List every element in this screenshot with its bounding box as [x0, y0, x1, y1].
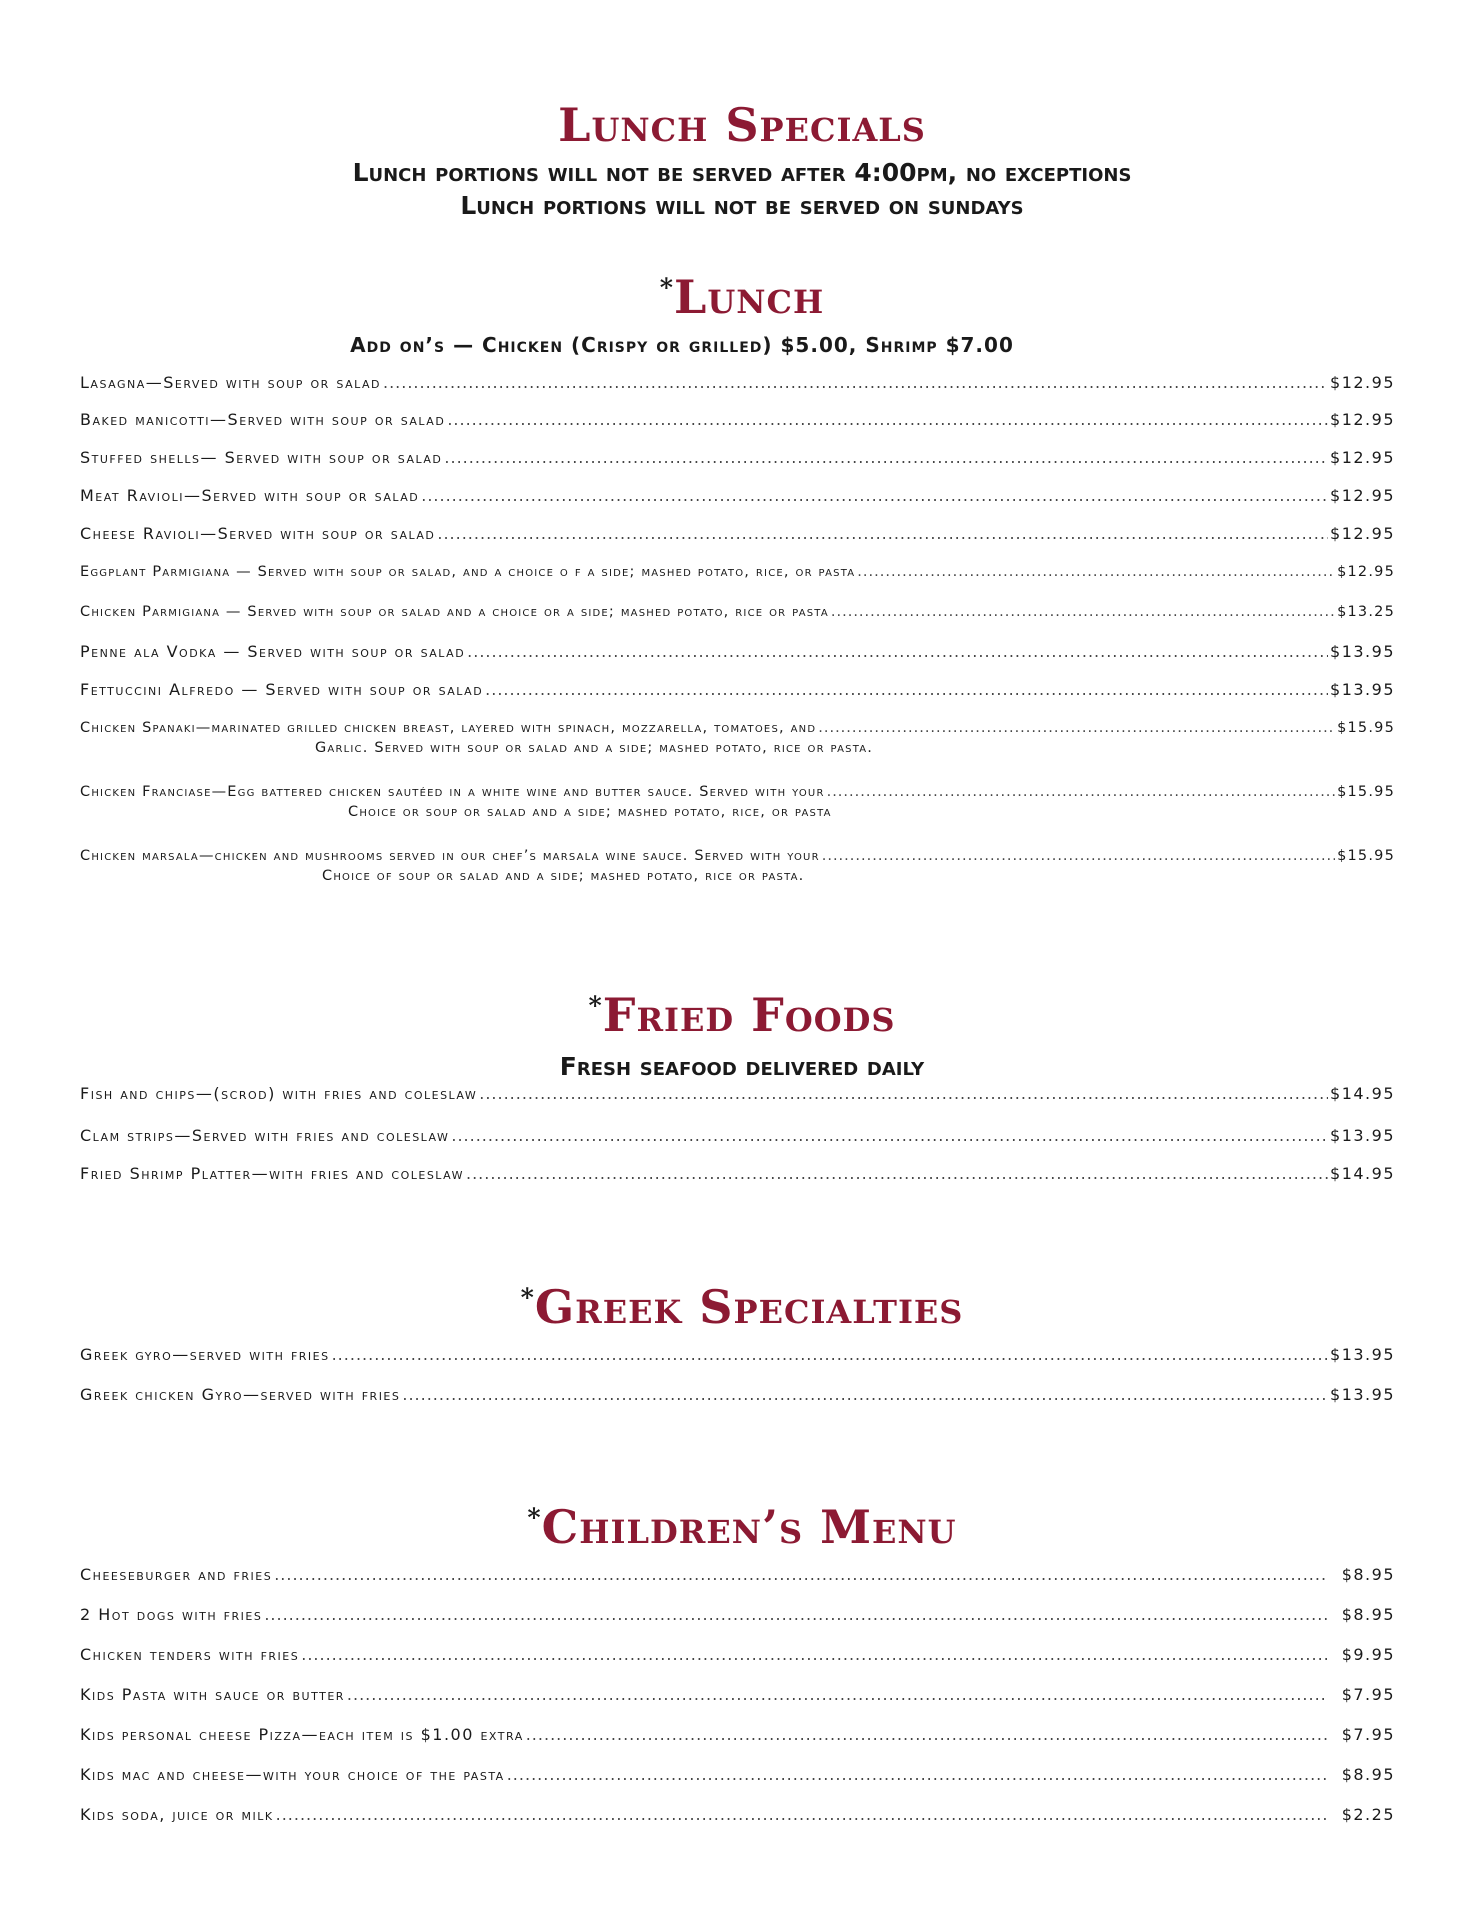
dot-leader: [264, 1605, 1327, 1625]
menu-item-price: $12.95: [1330, 486, 1395, 505]
dot-leader: [274, 1565, 1328, 1585]
menu-item-name: Chicken tenders with fries: [80, 1645, 300, 1664]
dot-leader: [467, 642, 1328, 662]
dot-leader: [444, 448, 1328, 468]
menu-item: [80, 1126, 1395, 1146]
menu-item-price: $13.95: [1330, 1385, 1395, 1404]
menu-item-price: $12.95: [1330, 410, 1395, 429]
menu-item-price: $13.95: [1330, 680, 1395, 699]
greek-specialties-title: [0, 1280, 1484, 1334]
greek-title-text: Greek Specialties: [534, 1280, 964, 1334]
fried-foods-title-text: Fried Foods: [602, 988, 896, 1042]
dot-leader: [402, 1385, 1328, 1405]
menu-item-name: Chicken Franciase—Egg battered chicken sautéed in a white wine and butter sauce. Served with your: [80, 784, 825, 800]
menu-item: [80, 448, 1395, 468]
menu-item-name: Clam strips—Served with fries and coleslaw: [80, 1126, 450, 1145]
menu-item-name: Fettuccini Alfredo — Served with soup or salad: [80, 680, 484, 699]
menu-item: [80, 642, 1395, 662]
dot-leader: [466, 1164, 1328, 1184]
dot-leader: [421, 486, 1328, 506]
menu-item: [80, 1805, 1395, 1825]
dot-leader: [479, 1084, 1328, 1104]
dot-leader: [507, 1765, 1328, 1785]
childrens-menu-title: [0, 1500, 1484, 1554]
dot-leader: [301, 1645, 1327, 1665]
menu-item-name: Fried Shrimp Platter—with fries and coleslaw: [80, 1164, 464, 1183]
menu-item-name: Penne ala Vodka — Served with soup or salad: [80, 642, 466, 661]
menu-item-price: $8.95: [1341, 1605, 1395, 1624]
menu-item: [80, 1164, 1395, 1184]
menu-item-name: Kids personal cheese Pizza—each item is $1.00 extra: [80, 1725, 524, 1744]
menu-item-price: $12.95: [1337, 564, 1395, 580]
menu-item-price: $9.95: [1341, 1645, 1395, 1664]
menu-item-price: $7.95: [1341, 1685, 1395, 1704]
menu-item-price: $13.95: [1330, 1126, 1395, 1145]
lunch-specials-title: Lunch Specials: [558, 98, 926, 152]
menu-item-name: Kids Pasta with sauce or butter: [80, 1685, 345, 1704]
menu-item: [80, 782, 1395, 822]
menu-item-price: $12.95: [1330, 448, 1395, 467]
menu-item-price: $14.95: [1330, 1084, 1395, 1103]
menu-item-name: Chicken Spanaki—marinated grilled chicken breast, layered with spinach, mozzarella, tomatoes, and: [80, 720, 817, 736]
menu-item: [80, 373, 1395, 393]
asterisk-mark: *: [659, 272, 675, 302]
menu-item: [80, 1605, 1395, 1625]
dot-leader: [451, 1126, 1328, 1146]
menu-item-name: Chicken Parmigiana — Served with soup or salad and a choice or a side; mashed potato, rice or pasta: [80, 604, 829, 620]
menu-item-name: Lasagna—Served with soup or salad: [80, 373, 381, 392]
menu-item: [80, 1565, 1395, 1585]
menu-item-name: Meat Ravioli—Served with soup or salad: [80, 486, 420, 505]
menu-item-price: $15.95: [1337, 784, 1395, 800]
menu-item-description: Garlic. Served with soup or salad and a side; mashed potato, rice or pasta.: [315, 740, 874, 756]
dot-leader: [485, 680, 1328, 700]
dot-leader: [818, 718, 1335, 738]
menu-item-description: Choice or soup or salad and a side; mashed potato, rice, or pasta: [348, 804, 832, 820]
menu-item-description: Choice of soup or salad and a side; mashed potato, rice or pasta.: [322, 868, 805, 884]
dot-leader: [831, 602, 1335, 622]
lunch-addons: Add on’s — Chicken (Crispy or grilled) $5.00, Shrimp $7.00: [350, 333, 1014, 357]
menu-item: [80, 1765, 1395, 1785]
menu-item: [80, 602, 1395, 622]
menu-item-name: Greek gyro—served with fries: [80, 1345, 330, 1364]
childrens-title-text: Children’s Menu: [541, 1500, 957, 1554]
lunch-section-title: [0, 270, 1484, 324]
dot-leader: [383, 373, 1328, 393]
menu-item-name: Kids soda, juice or milk: [80, 1805, 274, 1824]
fried-foods-subtitle: Fresh seafood delivered daily: [559, 1052, 925, 1081]
menu-item: [80, 486, 1395, 506]
fried-foods-title: [0, 988, 1484, 1042]
dot-leader: [526, 1725, 1328, 1745]
menu-item-name: Greek chicken Gyro—served with fries: [80, 1385, 401, 1404]
menu-item: [80, 1645, 1395, 1665]
dot-leader: [447, 410, 1328, 430]
dot-leader: [276, 1805, 1328, 1825]
menu-item: [80, 1385, 1395, 1405]
menu-item: [80, 524, 1395, 544]
menu-item-price: $13.25: [1337, 604, 1395, 620]
menu-item-price: $14.95: [1330, 1164, 1395, 1183]
menu-item-name: Cheeseburger and fries: [80, 1565, 273, 1584]
menu-item-name: Chicken marsala—chicken and mushrooms served in our chef’s marsala wine sauce. Served with your: [80, 848, 820, 864]
asterisk-mark: *: [588, 990, 603, 1020]
menu-item-name: Kids mac and cheese—with your choice of the pasta: [80, 1765, 505, 1784]
menu-item-name: Baked manicotti—Served with soup or salad: [80, 410, 446, 429]
lunch-title-text: Lunch: [674, 270, 825, 324]
menu-item-name: Fish and chips—(scrod) with fries and coleslaw: [80, 1084, 478, 1103]
menu-item-price: $8.95: [1341, 1765, 1395, 1784]
dot-leader: [827, 782, 1335, 802]
menu-item-price: $12.95: [1330, 373, 1395, 392]
menu-item-name: Stuffed shells— Served with soup or salad: [80, 448, 443, 467]
menu-item: [80, 846, 1395, 886]
lunch-specials-note-2: Lunch portions will not be served on sundays: [460, 191, 1024, 220]
menu-item-price: $13.95: [1330, 1345, 1395, 1364]
menu-item-price: $15.95: [1337, 720, 1395, 736]
menu-item-price: $15.95: [1337, 848, 1395, 864]
dot-leader: [437, 524, 1328, 544]
asterisk-mark: *: [520, 1282, 535, 1312]
lunch-specials-note-1: Lunch portions will not be served after 4:00pm, no exceptions: [352, 158, 1132, 187]
menu-item-price: $8.95: [1341, 1565, 1395, 1584]
asterisk-mark: *: [527, 1502, 542, 1532]
menu-item-price: $13.95: [1330, 642, 1395, 661]
menu-item: [80, 1685, 1395, 1705]
menu-item: [80, 1345, 1395, 1365]
menu-item: [80, 410, 1395, 430]
dot-leader: [347, 1685, 1328, 1705]
dot-leader: [332, 1345, 1328, 1365]
menu-item-price: $2.25: [1341, 1805, 1395, 1824]
menu-item: [80, 562, 1395, 582]
menu-item-price: $7.95: [1341, 1725, 1395, 1744]
menu-item-price: $12.95: [1330, 524, 1395, 543]
menu-item: [80, 1084, 1395, 1104]
dot-leader: [857, 562, 1335, 582]
menu-item: [80, 1725, 1395, 1745]
dot-leader: [822, 846, 1335, 866]
menu-item: [80, 680, 1395, 700]
menu-item: [80, 718, 1395, 758]
menu-item-name: Eggplant Parmigiana — Served with soup or salad, and a choice o f a side; mashed potato, rice, or pasta: [80, 564, 856, 580]
menu-item-name: 2 Hot dogs with fries: [80, 1605, 263, 1624]
menu-item-name: Cheese Ravioli—Served with soup or salad: [80, 524, 436, 543]
